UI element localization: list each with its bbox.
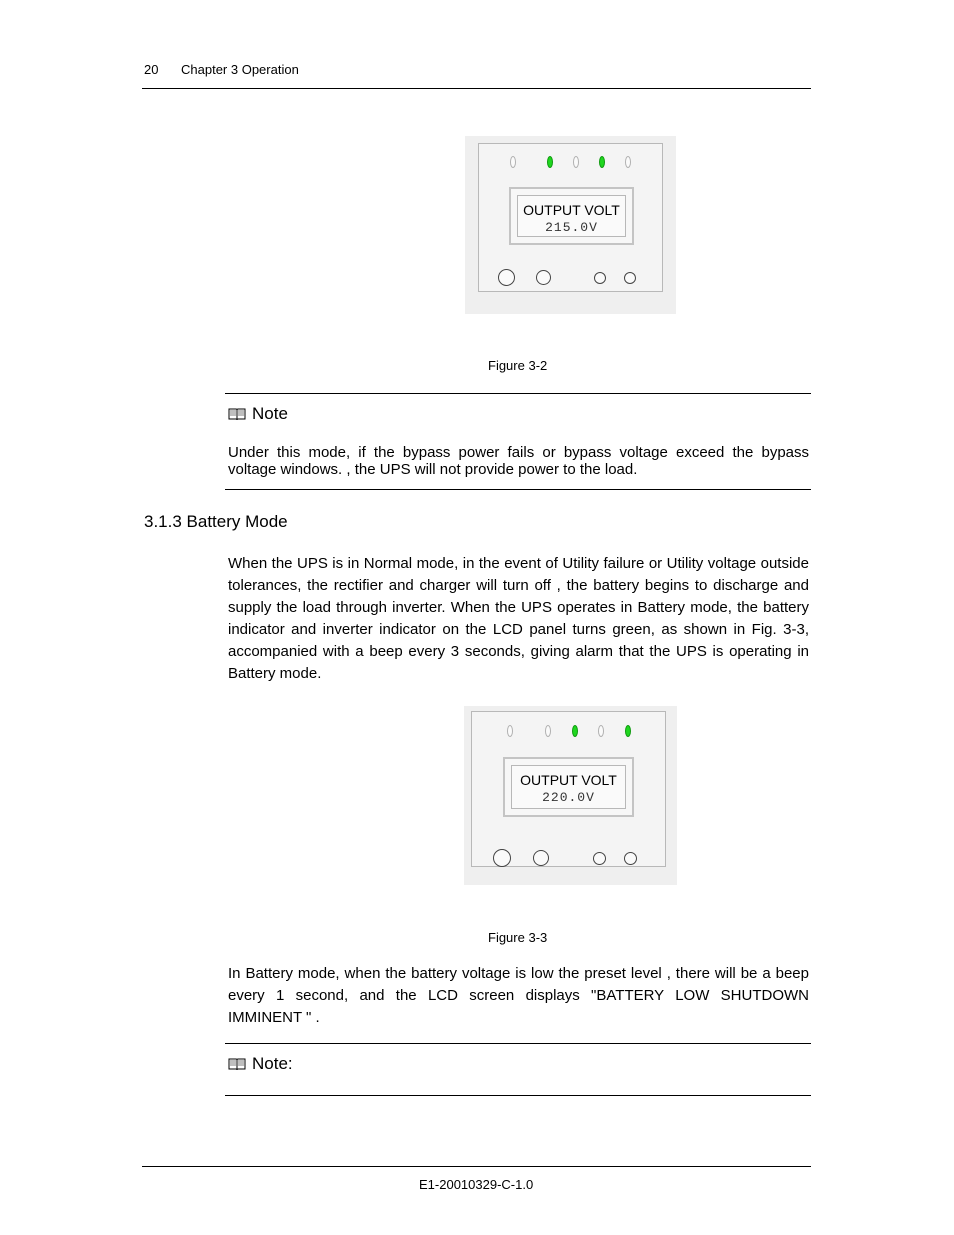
- note-label: Note: [252, 404, 288, 423]
- panel-button-2: [533, 850, 549, 866]
- note-top-rule: [225, 393, 811, 394]
- figure-caption-2: Figure 3-3: [488, 930, 548, 945]
- document-id: E1-20010329-C-1.0: [419, 1177, 534, 1192]
- lcd-screen: [517, 195, 626, 237]
- led-indicator-4: [598, 725, 604, 737]
- ups-panel-figure-1: [465, 136, 676, 314]
- lcd-label: OUTPUT VOLT: [520, 772, 617, 788]
- panel-button-4: [624, 272, 636, 284]
- footer-rule: [142, 1166, 811, 1167]
- book-icon: [228, 1057, 246, 1071]
- lcd-label: OUTPUT VOLT: [523, 202, 620, 218]
- led-indicator-1: [507, 725, 513, 737]
- header-rule: [142, 88, 811, 89]
- lcd-value: 220.0V: [542, 790, 595, 805]
- body-paragraph-2: In Battery mode, when the battery voltage is low the preset level , there will be a beep every 1 second, and the LCD screen displays "BATTERY LOW SHUTDOWN IMMINENT " .: [228, 965, 809, 1026]
- panel-button-1: [498, 269, 515, 286]
- panel-button-2: [536, 270, 551, 285]
- panel-button-1: [493, 849, 511, 867]
- led-indicator-5: [625, 725, 631, 737]
- page-number: 20: [144, 62, 159, 77]
- note-text: Under this mode, if the bypass power fails or bypass voltage exceed the bypass voltage windows. , the UPS will not provide power to the load.: [228, 444, 809, 478]
- led-indicator-3: [572, 725, 578, 737]
- chapter-title: Chapter 3 Operation: [181, 62, 299, 77]
- panel-button-3: [593, 852, 606, 865]
- lcd-display: [503, 757, 634, 817]
- led-indicator-5: [625, 156, 631, 168]
- figure-caption-1: Figure 3-2: [488, 358, 548, 373]
- book-icon: [228, 407, 246, 421]
- lcd-value: 215.0V: [545, 220, 598, 235]
- lcd-display: [509, 187, 634, 245]
- note-bottom-rule: [225, 1095, 811, 1096]
- note-label: Note:: [252, 1054, 293, 1073]
- led-indicator-2: [545, 725, 551, 737]
- note-heading: [228, 1054, 293, 1074]
- panel-button-3: [594, 272, 606, 284]
- body-paragraph-1: When the UPS is in Normal mode, in the event of Utility failure or Utility voltage outside tolerances, the rectifier and charger will turn off , the battery begins to discharge and supply the load through inverter. When the UPS operates in Battery mode, the battery indicator and inverter indicator on the LCD panel turns green, as shown in Fig. 3-3, accompanied with a beep every 3 seconds, giving alarm that the UPS is operating in Battery mode.: [228, 555, 809, 682]
- lcd-screen: [511, 765, 626, 809]
- note-bottom-rule: [225, 489, 811, 490]
- panel-button-4: [624, 852, 637, 865]
- section-heading: 3.1.3 Battery Mode: [144, 512, 288, 531]
- note-top-rule: [225, 1043, 811, 1044]
- note-heading: [228, 404, 288, 424]
- led-indicator-4: [599, 156, 605, 168]
- ups-front-panel: [471, 711, 666, 867]
- led-indicator-2: [547, 156, 553, 168]
- ups-panel-figure-2: [464, 706, 677, 885]
- ups-front-panel: [478, 143, 663, 292]
- led-indicator-1: [510, 156, 516, 168]
- led-indicator-3: [573, 156, 579, 168]
